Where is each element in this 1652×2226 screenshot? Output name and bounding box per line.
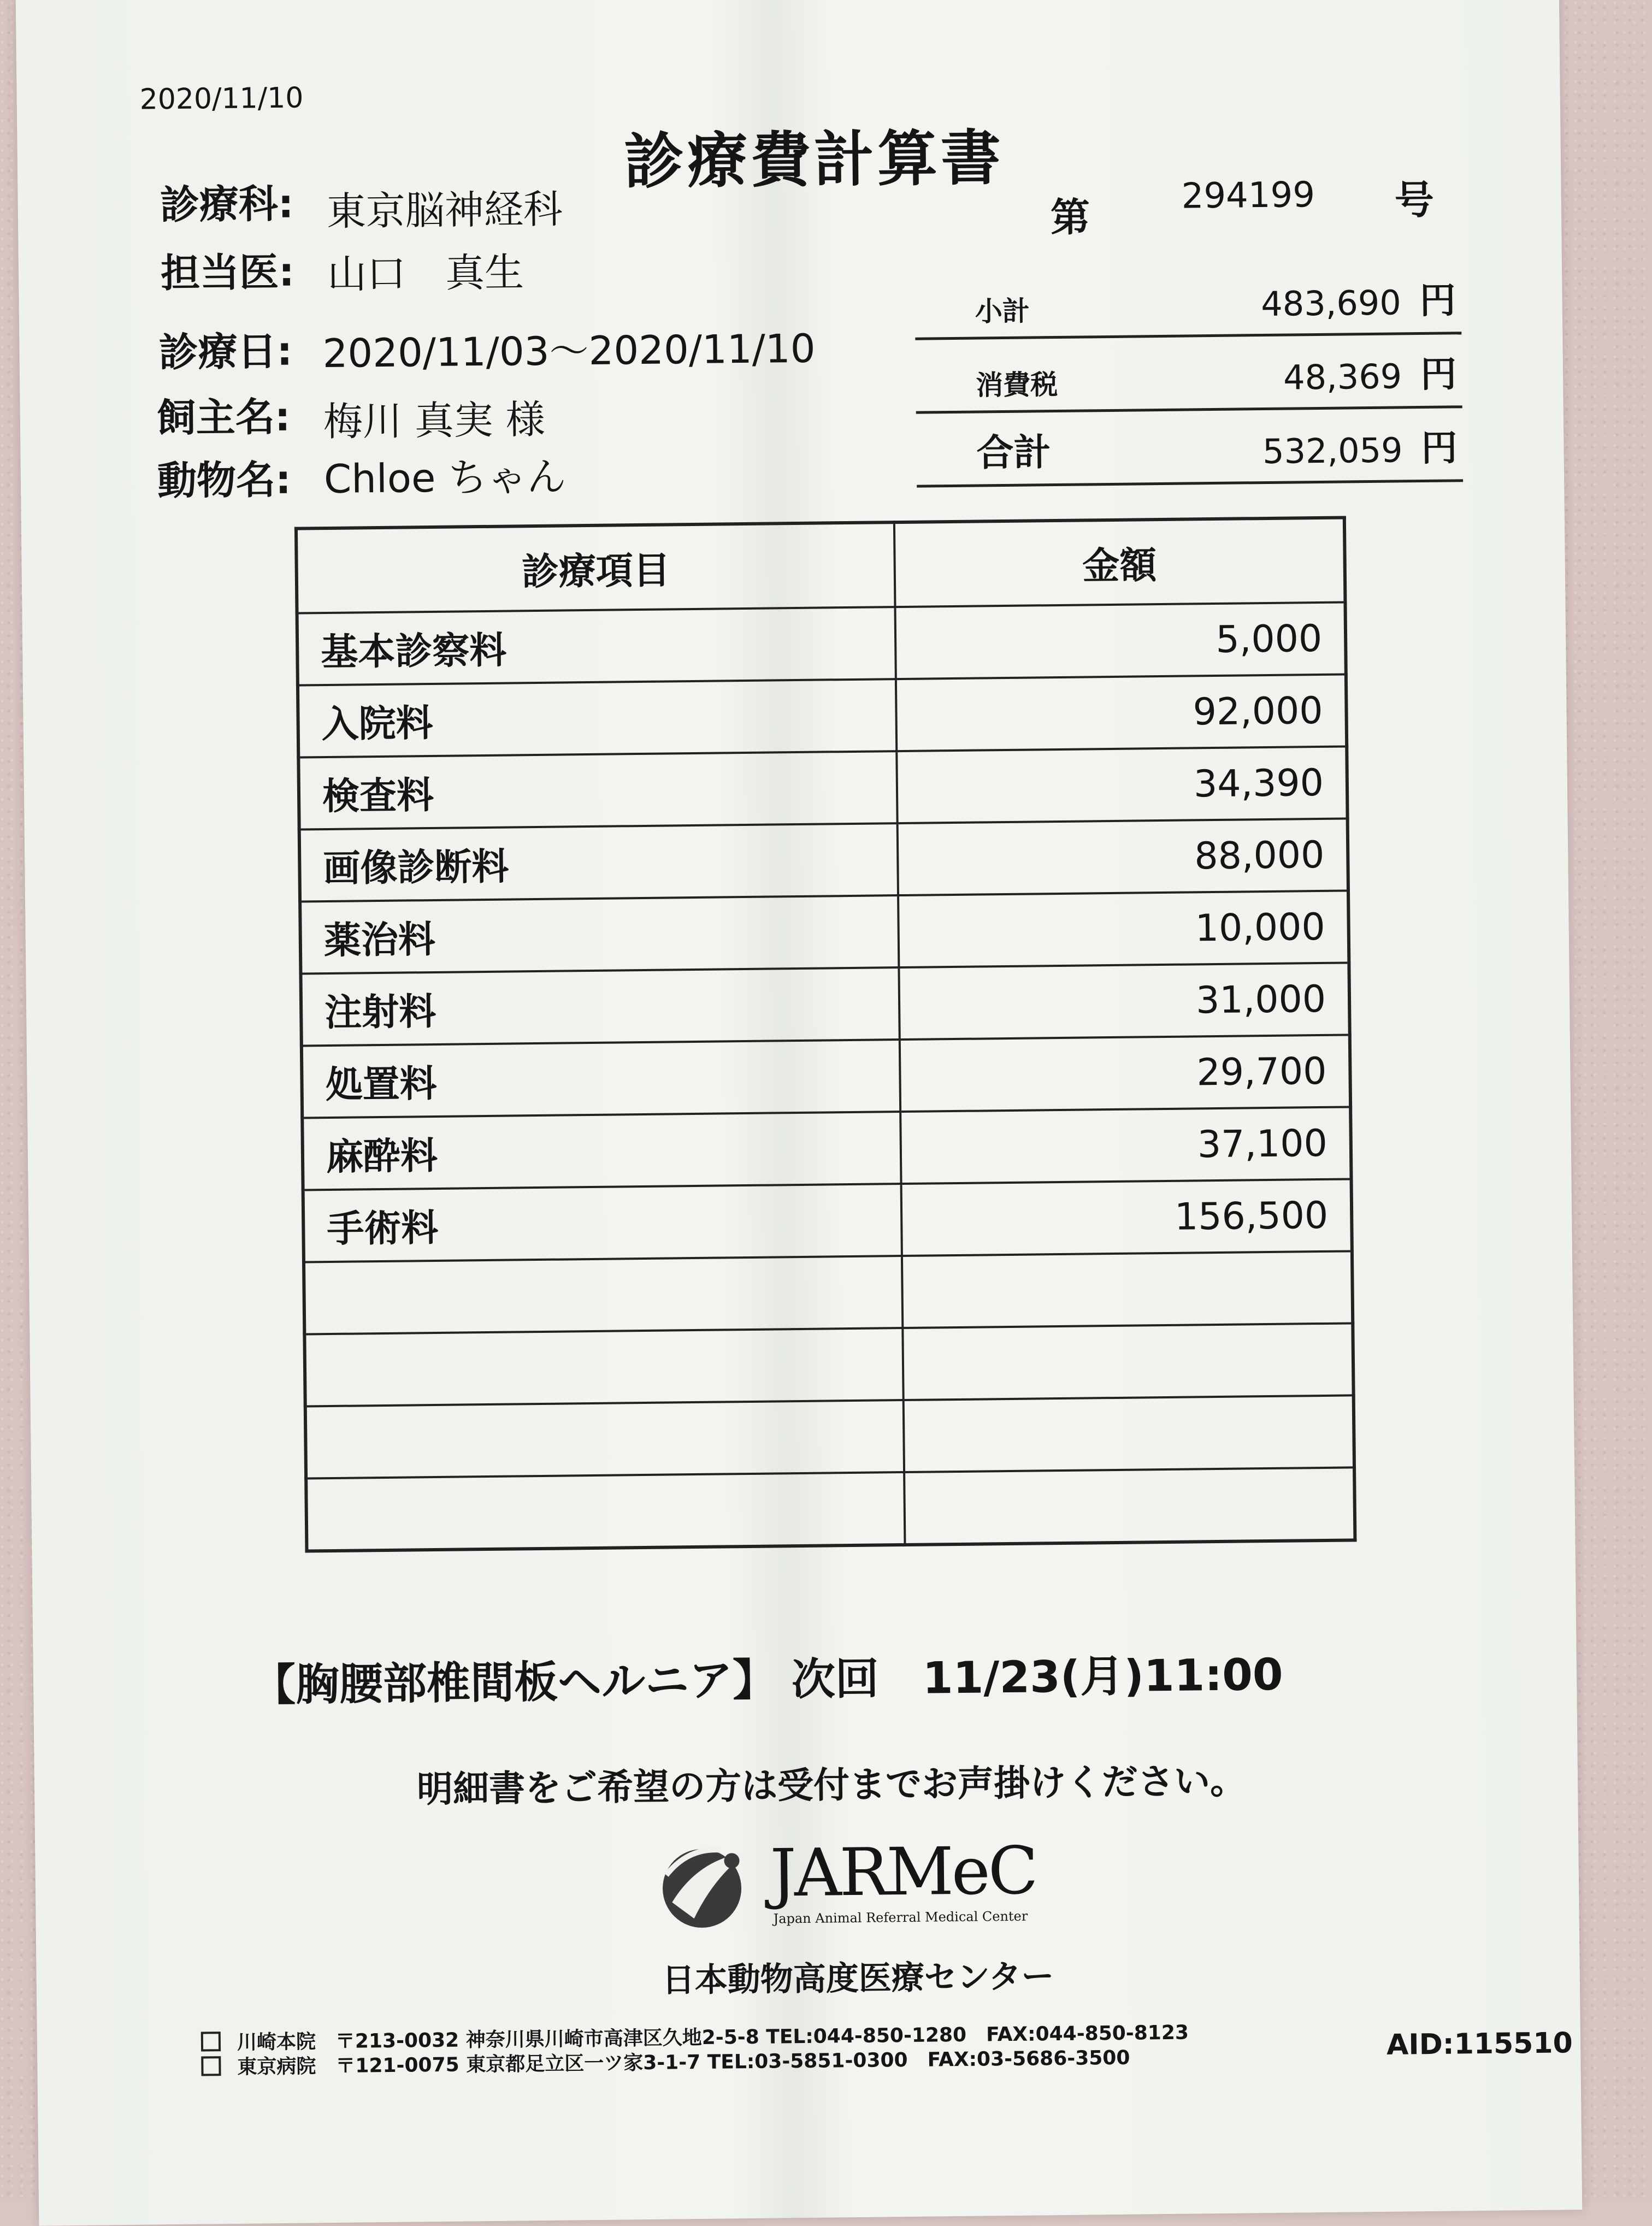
- empty-table-row: [304, 1323, 1353, 1406]
- jarmec-logo: [655, 1833, 1037, 1938]
- tax-unit: 円: [1420, 353, 1457, 396]
- logo-emblem-icon: [655, 1836, 760, 1935]
- aid-code: AID:115510: [1386, 2027, 1573, 2062]
- total-value: 532,059: [1262, 430, 1403, 472]
- total-label: 合計: [976, 431, 1051, 475]
- fee-item-amount: 156,500: [901, 1179, 1352, 1256]
- logo-wordmark: JARMeC: [770, 1833, 1037, 1912]
- empty-table-row: [304, 1251, 1353, 1334]
- number-suffix: 号: [1394, 176, 1435, 223]
- address-kawasaki-text: 川崎本院 〒213-0032 神奈川県川崎市高津区久地2-5-8 TEL:044-850-1280 FAX:044-850-8123: [237, 2021, 1189, 2054]
- doctor-label: 担当医:: [160, 249, 295, 297]
- empty-cell: [306, 1472, 905, 1551]
- period-label: 診療日:: [158, 328, 293, 376]
- column-header-amount: 金額: [894, 517, 1346, 607]
- number-prefix: 第: [1050, 194, 1090, 241]
- document-title: 診療費計算書: [623, 122, 1005, 197]
- fee-item-amount: 37,100: [900, 1107, 1351, 1184]
- empty-table-row: [306, 1467, 1355, 1551]
- checkbox-icon: [201, 2056, 221, 2076]
- receipt-paper: [16, 0, 1583, 2226]
- subtotal-row: [914, 266, 1461, 340]
- table-row: [298, 746, 1347, 829]
- empty-cell: [304, 1328, 903, 1406]
- table-row: [302, 1035, 1350, 1118]
- tax-row: [915, 340, 1462, 414]
- fee-item-amount: 5,000: [895, 602, 1346, 679]
- fee-item-amount: 92,000: [896, 674, 1347, 751]
- tax-label: 消費税: [975, 368, 1058, 401]
- empty-cell: [305, 1400, 904, 1478]
- table-row: [302, 1107, 1351, 1190]
- table-row: [300, 963, 1349, 1046]
- total-unit: 円: [1421, 427, 1458, 470]
- empty-cell: [304, 1256, 902, 1334]
- organization-name: 日本動物高度医療センター: [662, 1957, 1054, 2000]
- fee-item-name: 画像診断料: [299, 823, 898, 901]
- subtotal-label: 小計: [975, 295, 1030, 328]
- checkbox-icon: [201, 2032, 221, 2051]
- table-row: [299, 818, 1348, 901]
- statement-notice: 明細書をご希望の方は受付までお声掛けください。: [416, 1759, 1247, 1811]
- logo-subtext: Japan Animal Referral Medical Center: [773, 1908, 1028, 1927]
- owner-value: 梅川 真実 様: [323, 396, 546, 445]
- doctor-value: 山口 真生: [327, 249, 524, 297]
- diagnosis-next-visit: 【胸腰部椎間板ヘルニア】 次回 11/23(月)11:00: [251, 1649, 1283, 1711]
- fee-item-name: 薬治料: [300, 895, 899, 973]
- table-row: [300, 890, 1349, 973]
- fee-item-name: 手術料: [303, 1184, 902, 1262]
- fee-item-name: 注射料: [300, 967, 899, 1046]
- fee-item-amount: 34,390: [896, 746, 1347, 823]
- fee-table: [294, 516, 1357, 1552]
- empty-cell: [904, 1467, 1355, 1545]
- fee-item-name: 処置料: [302, 1040, 900, 1118]
- address-tokyo-text: 東京病院 〒121-0075 東京都足立区一ツ家3-1-7 TEL:03-5851-0300 FAX:03-5686-3500: [237, 2046, 1130, 2079]
- tax-value: 48,369: [1283, 356, 1402, 398]
- empty-cell: [902, 1323, 1353, 1400]
- fee-item-name: 入院料: [298, 679, 896, 757]
- column-header-item: 診療項目: [296, 522, 895, 613]
- department-label: 診療科:: [160, 180, 294, 228]
- fee-item-amount: 10,000: [898, 890, 1349, 967]
- animal-value: Chloe ちゃん: [323, 453, 567, 503]
- fee-item-amount: 88,000: [898, 818, 1348, 895]
- fee-item-name: 麻酔料: [302, 1112, 901, 1190]
- table-row: [297, 602, 1346, 685]
- fee-item-name: 検査料: [298, 751, 897, 829]
- subtotal-unit: 円: [1419, 279, 1456, 322]
- document-number: 294199: [1181, 175, 1315, 217]
- issue-date: 2020/11/10: [139, 81, 304, 116]
- animal-label: 動物名:: [157, 456, 292, 504]
- department-value: 東京脳神経科: [326, 186, 563, 234]
- empty-cell: [902, 1251, 1353, 1328]
- empty-cell: [904, 1395, 1354, 1472]
- total-row: [916, 414, 1463, 487]
- fee-table-body: [297, 602, 1355, 1551]
- table-row: [303, 1179, 1352, 1262]
- owner-label: 飼主名:: [156, 393, 291, 441]
- fee-item-name: 基本診察料: [297, 607, 896, 685]
- table-row: [298, 674, 1347, 757]
- fee-item-amount: 29,700: [900, 1035, 1350, 1112]
- period-value: 2020/11/03～2020/11/10: [322, 325, 816, 377]
- subtotal-value: 483,690: [1260, 282, 1402, 324]
- fee-item-amount: 31,000: [899, 963, 1349, 1040]
- table-header-row: [296, 517, 1346, 613]
- empty-table-row: [305, 1395, 1354, 1478]
